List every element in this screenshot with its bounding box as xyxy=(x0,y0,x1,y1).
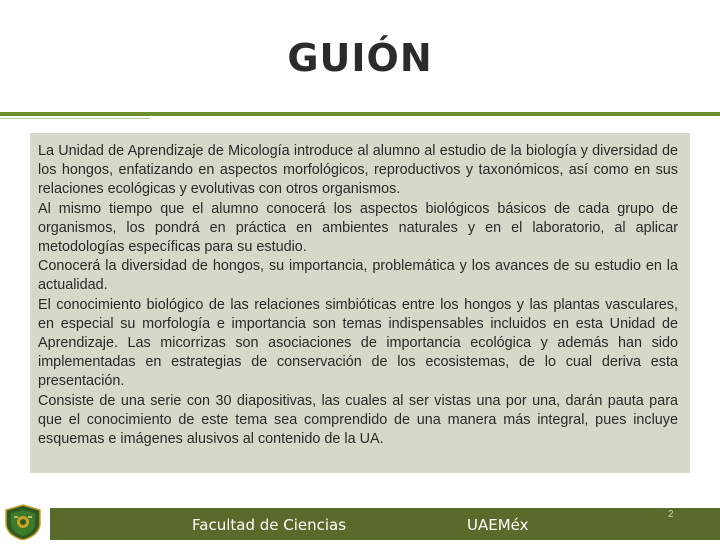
footer-bar xyxy=(50,508,720,540)
title-divider xyxy=(0,112,720,116)
slide-title: GUIÓN xyxy=(287,36,433,80)
footer-university: UAEMéx xyxy=(467,516,529,534)
content-textbox xyxy=(30,133,690,473)
paragraph-3: Conocerá la diversidad de hongos, su importancia, problemática y los avances de su estudio en la actualidad. xyxy=(38,258,678,294)
footer-faculty: Facultad de Ciencias xyxy=(192,516,347,534)
paragraph-4: El conocimiento biológico de las relaciones simbióticas entre los hongos y las plantas vasculares, en especial su morfología e importancia son temas indispensables incluidos en esta Unidad de Aprendizaje. Las micorrizas son asociaciones de importancia ecológica y además han sido implementadas en estrategias de conservación de los ecosistemas, de lo cual deriva esta presentación. xyxy=(38,296,678,390)
paragraph-2: Al mismo tiempo que el alumno conocerá los aspectos biológicos básicos de cada grupo de organismos, los pondrá en práctica en ambientes naturales y en el laboratorio, al aplicar metodologías específicas para su estudio. xyxy=(38,200,678,256)
university-seal-icon xyxy=(0,503,46,540)
page-number: 2 xyxy=(668,509,674,520)
paragraph-5: Consiste de una serie con 30 diapositivas, las cuales al ser vistas una por una, darán pauta para que el conocimiento de este tema sea comprendido de una manera más integral, pues incluye esquemas e imágenes alusivos al contenido de la UA. xyxy=(38,392,678,448)
title-divider-thin xyxy=(0,118,150,119)
paragraph-1: La Unidad de Aprendizaje de Micología introduce al alumno al estudio de la biología y diversidad de los hongos, enfatizando en aspectos morfológicos, reproductivos y taxonómicos, así como en sus relaciones ecológicas y evolutivas con otros organismos. xyxy=(38,143,678,198)
